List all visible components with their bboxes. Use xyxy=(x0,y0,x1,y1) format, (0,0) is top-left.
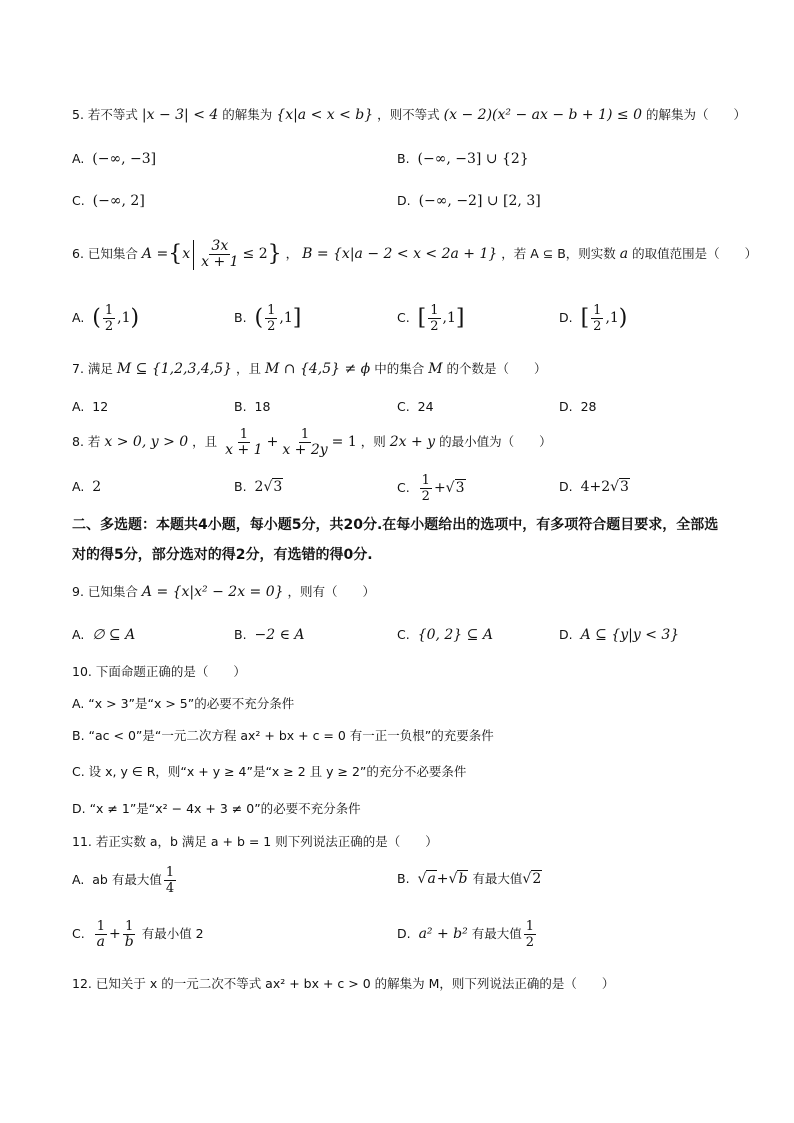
q7-variable: M xyxy=(428,361,443,377)
sqrt-sign: √ xyxy=(522,871,532,887)
half-fraction xyxy=(265,303,277,334)
sqrt-sign: √ xyxy=(610,479,620,495)
option-value: 28 xyxy=(580,399,597,414)
option-label: D. xyxy=(559,310,573,325)
fraction-denominator: 2 xyxy=(525,935,535,950)
interval-upper: ,1 xyxy=(442,310,456,326)
q8-text-a: 8. 若 xyxy=(72,434,101,449)
q8-condition: x > 0, y > 0 xyxy=(104,434,189,450)
option-label: B. xyxy=(397,151,410,166)
q5-text-b: 的解集为 xyxy=(222,107,273,122)
option-text: ab 有最大值 xyxy=(92,872,162,887)
option-text: 有最大值 xyxy=(471,926,522,941)
fraction-denominator: x + 1 xyxy=(225,442,263,458)
brace-open: { xyxy=(168,241,183,267)
fraction-numerator: 1 xyxy=(430,303,439,318)
q6-set-a-right: ≤ 2 xyxy=(242,246,268,262)
fraction-numerator: 1 xyxy=(96,919,105,934)
q7-option-c xyxy=(397,398,434,416)
fraction-numerator: 1 xyxy=(239,427,249,442)
option-coefficient: 4+2 xyxy=(580,479,611,495)
q7-text-b: ，且 xyxy=(236,361,262,376)
radicand: 3 xyxy=(455,480,465,496)
option-fraction xyxy=(164,865,176,896)
half-fraction xyxy=(103,303,115,334)
q9-option-c xyxy=(397,626,493,644)
set-bar xyxy=(193,240,194,270)
option-value: 18 xyxy=(254,399,271,414)
fraction-denominator: 2 xyxy=(421,489,430,504)
q10-option-d: D. “x ≠ 1”是“x² − 4x + 3 ≠ 0”的必要不充分条件 xyxy=(72,801,361,816)
option-fraction xyxy=(420,473,432,504)
plus-sign: + xyxy=(433,480,446,496)
interval-right: ] xyxy=(455,305,465,331)
q5-option-d xyxy=(397,192,541,210)
q5-text-c: ，则不等式 xyxy=(377,107,440,122)
fraction-numerator: 1 xyxy=(165,865,175,880)
q9-option-b xyxy=(234,626,305,644)
question-6-stem xyxy=(72,236,757,272)
q5-inequality-1: |x − 3| < 4 xyxy=(141,107,219,123)
option-label: B. xyxy=(234,479,247,494)
option-fraction xyxy=(524,919,536,950)
option-label: C. xyxy=(397,627,410,642)
fraction-numerator: 1 xyxy=(125,919,134,934)
fraction-numerator: 1 xyxy=(421,473,430,488)
q6-variable: a xyxy=(619,246,629,262)
question-12-stem: 12. 已知关于 x 的一元二次不等式 ax² + bx + c > 0 的解集为 M，则下列说法正确的是（ ） xyxy=(72,976,615,991)
fraction-denominator: 2 xyxy=(104,319,114,334)
q5-text-d: 的解集为（ ） xyxy=(646,107,747,122)
brace-close: } xyxy=(267,241,282,267)
fraction-numerator: 1 xyxy=(593,303,602,318)
option-label: C. xyxy=(397,480,410,495)
question-11-stem: 11. 若正实数 a，b 满足 a + b = 1 则下列说法正确的是（ ） xyxy=(72,834,438,849)
sqrt-sign: √ xyxy=(417,871,427,887)
option-label: B. xyxy=(234,310,247,325)
q7-condition-2: M ∩ {4,5} ≠ ϕ xyxy=(265,361,371,377)
fraction-denominator: a xyxy=(96,934,106,950)
option-label: D. xyxy=(559,479,573,494)
q11-option-c xyxy=(72,916,204,952)
sqrt-sign: √ xyxy=(445,480,455,496)
q10-option-a: A. “x > 3”是“x > 5”的必要不充分条件 xyxy=(72,696,295,711)
option-value: ∅ ⊆ A xyxy=(92,627,136,643)
q7-option-d xyxy=(559,398,596,416)
fraction-denominator: 4 xyxy=(165,881,175,896)
interval-right: ) xyxy=(618,305,628,331)
q7-option-b xyxy=(234,398,270,416)
fraction-denominator: x + 2y xyxy=(282,442,328,458)
question-5-stem xyxy=(72,106,746,124)
q6-text-a: 6. 已知集合 xyxy=(72,246,138,261)
radicand: a xyxy=(427,871,436,887)
q6-option-a xyxy=(72,300,139,336)
question-8-stem xyxy=(72,424,552,460)
q5-inequality-2: (x − 2)(x² − ax − b + 1) ≤ 0 xyxy=(443,107,643,123)
sqrt-sign: √ xyxy=(448,871,458,887)
q6-text-b: ， xyxy=(285,246,299,261)
q9-text-b: ，则有（ ） xyxy=(287,584,376,599)
q8-fraction-2 xyxy=(280,427,329,458)
q5-option-b xyxy=(397,150,529,168)
interval-upper: ,1 xyxy=(605,310,619,326)
option-label: A. xyxy=(72,151,85,166)
sqrt-sign: √ xyxy=(263,479,273,495)
q6-fraction xyxy=(199,239,240,270)
option-label: C. xyxy=(72,193,85,208)
radicand: 2 xyxy=(532,871,542,887)
plus-sign: + xyxy=(109,926,121,942)
fraction-numerator: 1 xyxy=(267,303,276,318)
option-label: A. xyxy=(72,479,85,494)
q8-text-d: 的最小值为（ ） xyxy=(439,434,552,449)
fraction-denominator: 2 xyxy=(593,319,602,334)
option-value: A ⊆ {y|y < 3} xyxy=(580,627,680,643)
fraction-denominator: 2 xyxy=(267,319,276,334)
q5-option-c xyxy=(72,192,145,210)
q6-set-a-var: x xyxy=(182,246,191,262)
radicand: 3 xyxy=(273,479,283,495)
interval-left: ( xyxy=(92,305,101,331)
q9-option-a xyxy=(72,626,135,644)
q6-option-c xyxy=(397,300,464,336)
half-fraction xyxy=(428,303,440,334)
q7-condition-1: M ⊆ {1,2,3,4,5} xyxy=(116,361,233,377)
option-value: 2 xyxy=(92,479,102,495)
q8-option-c xyxy=(397,470,466,506)
half-fraction xyxy=(591,303,603,334)
option-text: 有最大值 xyxy=(472,871,523,886)
q9-text-a: 9. 已知集合 xyxy=(72,584,138,599)
option-label: B. xyxy=(234,627,247,642)
q6-text-d: 的取值范围是（ ） xyxy=(632,246,758,261)
fraction-numerator: 1 xyxy=(300,427,310,442)
option-value: 24 xyxy=(417,399,434,414)
q8-expression: 2x + y xyxy=(389,434,436,450)
q5-option-a xyxy=(72,150,156,168)
q7-option-a xyxy=(72,398,108,416)
q8-option-a xyxy=(72,478,101,496)
plus-sign: + xyxy=(266,434,279,450)
q6-set-b: B = {x|a − 2 < x < 2a + 1} xyxy=(302,246,498,262)
fraction-denominator: 2 xyxy=(430,319,439,334)
q6-option-b xyxy=(234,300,301,336)
q11-option-a xyxy=(72,862,178,898)
q10-option-c: C. 设 x, y ∈ R，则“x + y ≥ 4”是“x ≥ 2 且 y ≥ 2”的充分不必要条件 xyxy=(72,764,467,779)
q8-fraction-1 xyxy=(223,427,264,458)
option-label: A. xyxy=(72,872,85,887)
q5-solution-set: {x|a < x < b} xyxy=(276,107,374,123)
option-label: C. xyxy=(397,310,410,325)
q11-option-b xyxy=(397,870,542,888)
question-9-stem xyxy=(72,583,375,601)
option-value: {0, 2} ⊆ A xyxy=(417,627,493,643)
option-value: (−∞, 2] xyxy=(92,193,145,209)
option-label: C. xyxy=(72,926,85,941)
q7-text-d: 的个数是（ ） xyxy=(446,361,547,376)
q8-text-b: ，且 xyxy=(192,434,218,449)
q6-set-a-left: A = xyxy=(141,246,169,262)
option-fraction-2 xyxy=(123,919,136,950)
option-label: A. xyxy=(72,310,85,325)
interval-left: ( xyxy=(254,305,264,331)
section-2-heading: 二、多选题：本题共4小题，每小题5分，共20分.在每小题给出的选项中，有多项符合题目要求，全部选对的得5分，部分选对的得2分，有选错的得0分. xyxy=(72,517,719,563)
option-value: (−∞, −3] ∪ {2} xyxy=(417,151,529,167)
q9-set: A = {x|x² − 2x = 0} xyxy=(141,584,284,600)
fraction-numerator: 1 xyxy=(104,303,114,318)
fraction-numerator: 1 xyxy=(525,919,535,934)
option-value: (−∞, −2] ∪ [2, 3] xyxy=(418,193,541,209)
interval-left: [ xyxy=(417,305,427,331)
fraction-denominator: x + 1 xyxy=(201,254,239,270)
option-expression: a² + b² xyxy=(418,926,468,942)
q11-option-d xyxy=(397,916,538,952)
plus-sign: + xyxy=(436,871,449,887)
option-value: (−∞, −3] xyxy=(92,151,157,167)
option-label: B. xyxy=(397,871,410,886)
interval-upper: ,1 xyxy=(117,310,131,326)
option-fraction-1 xyxy=(95,919,107,950)
question-7-stem xyxy=(72,360,547,378)
option-label: C. xyxy=(397,399,410,414)
option-label: A. xyxy=(72,399,85,414)
interval-left: [ xyxy=(580,305,590,331)
q8-option-b xyxy=(234,478,283,496)
q6-option-d xyxy=(559,300,627,336)
option-value: 12 xyxy=(92,399,109,414)
fraction-denominator: b xyxy=(124,934,134,950)
interval-right: ) xyxy=(130,305,140,331)
option-label: A. xyxy=(72,627,85,642)
option-label: D. xyxy=(559,627,573,642)
q7-text-a: 7. 满足 xyxy=(72,361,113,376)
option-value: −2 ∈ A xyxy=(254,627,305,643)
option-label: D. xyxy=(559,399,573,414)
radicand: b xyxy=(458,871,468,887)
q8-text-c: ，则 xyxy=(360,434,386,449)
interval-right: ] xyxy=(292,305,302,331)
q7-text-c: 中的集合 xyxy=(374,361,425,376)
option-coefficient: 2 xyxy=(254,479,264,495)
option-label: B. xyxy=(234,399,247,414)
q8-equals: = 1 xyxy=(331,434,357,450)
fraction-numerator: 3x xyxy=(211,238,229,254)
option-text: 有最小值 2 xyxy=(141,926,204,941)
q9-option-d xyxy=(559,626,679,644)
q5-text-a: 5. 若不等式 xyxy=(72,107,138,122)
q6-text-c: ，若 A ⊆ B，则实数 xyxy=(501,246,616,261)
interval-upper: ,1 xyxy=(279,310,293,326)
q10-option-b: B. “ac < 0”是“一元二次方程 ax² + bx + c = 0 有一正一负根”的充要条件 xyxy=(72,728,494,743)
radicand: 3 xyxy=(620,479,629,495)
q8-option-d xyxy=(559,478,630,496)
option-label: D. xyxy=(397,193,411,208)
question-10-stem: 10. 下面命题正确的是（ ） xyxy=(72,664,246,679)
option-label: D. xyxy=(397,926,411,941)
